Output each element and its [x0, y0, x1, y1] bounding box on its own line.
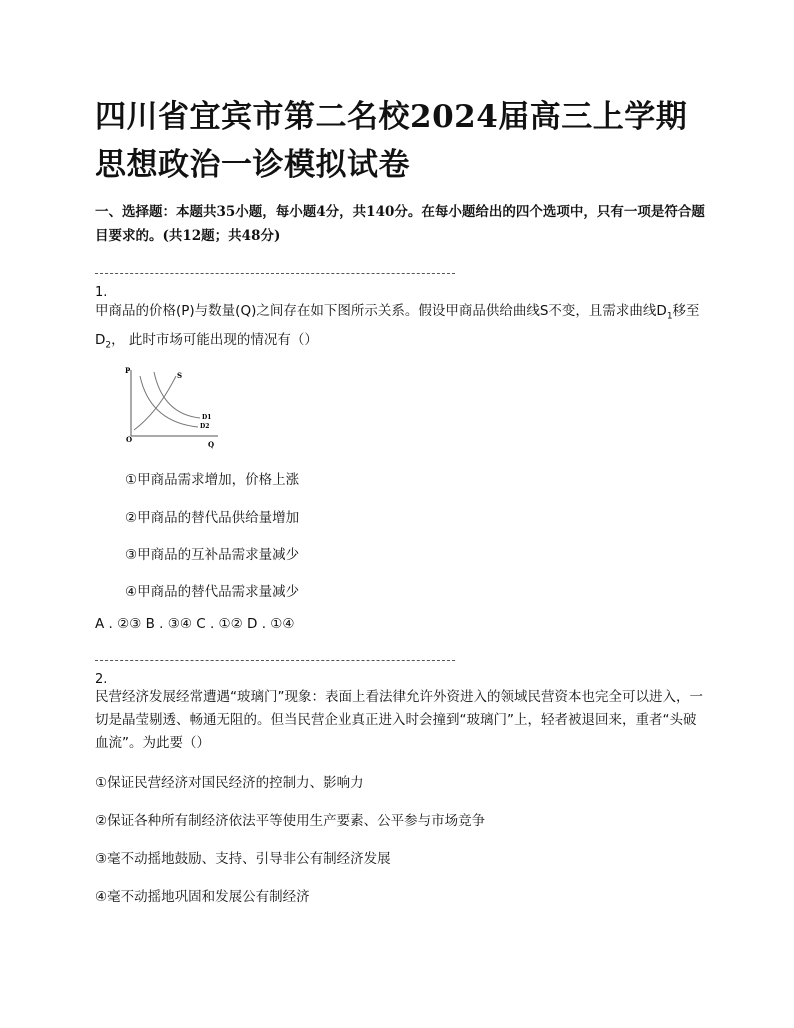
- series-s-label: S: [177, 371, 183, 380]
- option-item: ②甲商品的替代品供给量增加: [125, 510, 300, 526]
- question-stem: [95, 300, 705, 357]
- divider: [95, 273, 455, 274]
- option-item: ②保证各种所有制经济依法平等使用生产要素、公平参与市场竞争: [95, 813, 486, 829]
- series-d2-label: D2: [200, 423, 210, 430]
- supply-demand-chart: [118, 362, 228, 452]
- option-item: ④毫不动摇地巩固和发展公有制经济: [95, 889, 310, 905]
- question-number: 1.: [95, 285, 108, 300]
- answer-choices: A . ②③ B . ③④ C . ①② D . ①④: [95, 616, 295, 632]
- option-item: ③毫不动摇地鼓励、支持、引导非公有制经济发展: [95, 851, 391, 867]
- option-item: ③甲商品的互补品需求量减少: [125, 547, 300, 563]
- page-title: 四川省宜宾市第二名校2024届高三上学期思想政治一诊模拟试卷: [95, 99, 688, 183]
- question-number: 2.: [95, 672, 108, 687]
- stem-text: 移至D: [95, 303, 700, 348]
- stem-text: ， 此时市场可能出现的情况有（）: [111, 331, 318, 348]
- divider: [95, 660, 455, 661]
- option-item: ①甲商品需求增加，价格上涨: [125, 472, 300, 488]
- y-axis-label: P: [125, 366, 131, 375]
- x-axis-label: Q: [208, 440, 215, 449]
- series-d2-curve: [140, 376, 198, 427]
- series-d1-label: D1: [202, 414, 212, 421]
- stem-subscript: 2: [105, 340, 112, 351]
- series-s-curve: [134, 376, 176, 430]
- question-stem: 民营经济发展经常遭遇“玻璃门”现象：表面上看法律允许外资进入的领域民营资本也完全可以进入，一切是晶莹剔透、畅通无阻的。但当民营企业真正进入时会撞到“玻璃门”上，轻者被退回来，重者“头破血流”。为此要（）: [95, 689, 703, 751]
- stem-subscript: 1: [666, 311, 673, 322]
- option-item: ④甲商品的替代品需求量减少: [125, 584, 300, 600]
- origin-label: O: [126, 435, 133, 444]
- option-item: ①保证民营经济对国民经济的控制力、影响力: [95, 775, 364, 791]
- section-instruction: 一、选择题：本题共35小题，每小题4分，共140分。在每小题给出的四个选项中，只有一项是符合题目要求的。(共12题；共48分): [95, 204, 705, 244]
- stem-text: 甲商品的价格(P)与数量(Q)之间存在如下图所示关系。假设甲商品供给曲线S不变，且需求曲线D: [95, 303, 667, 319]
